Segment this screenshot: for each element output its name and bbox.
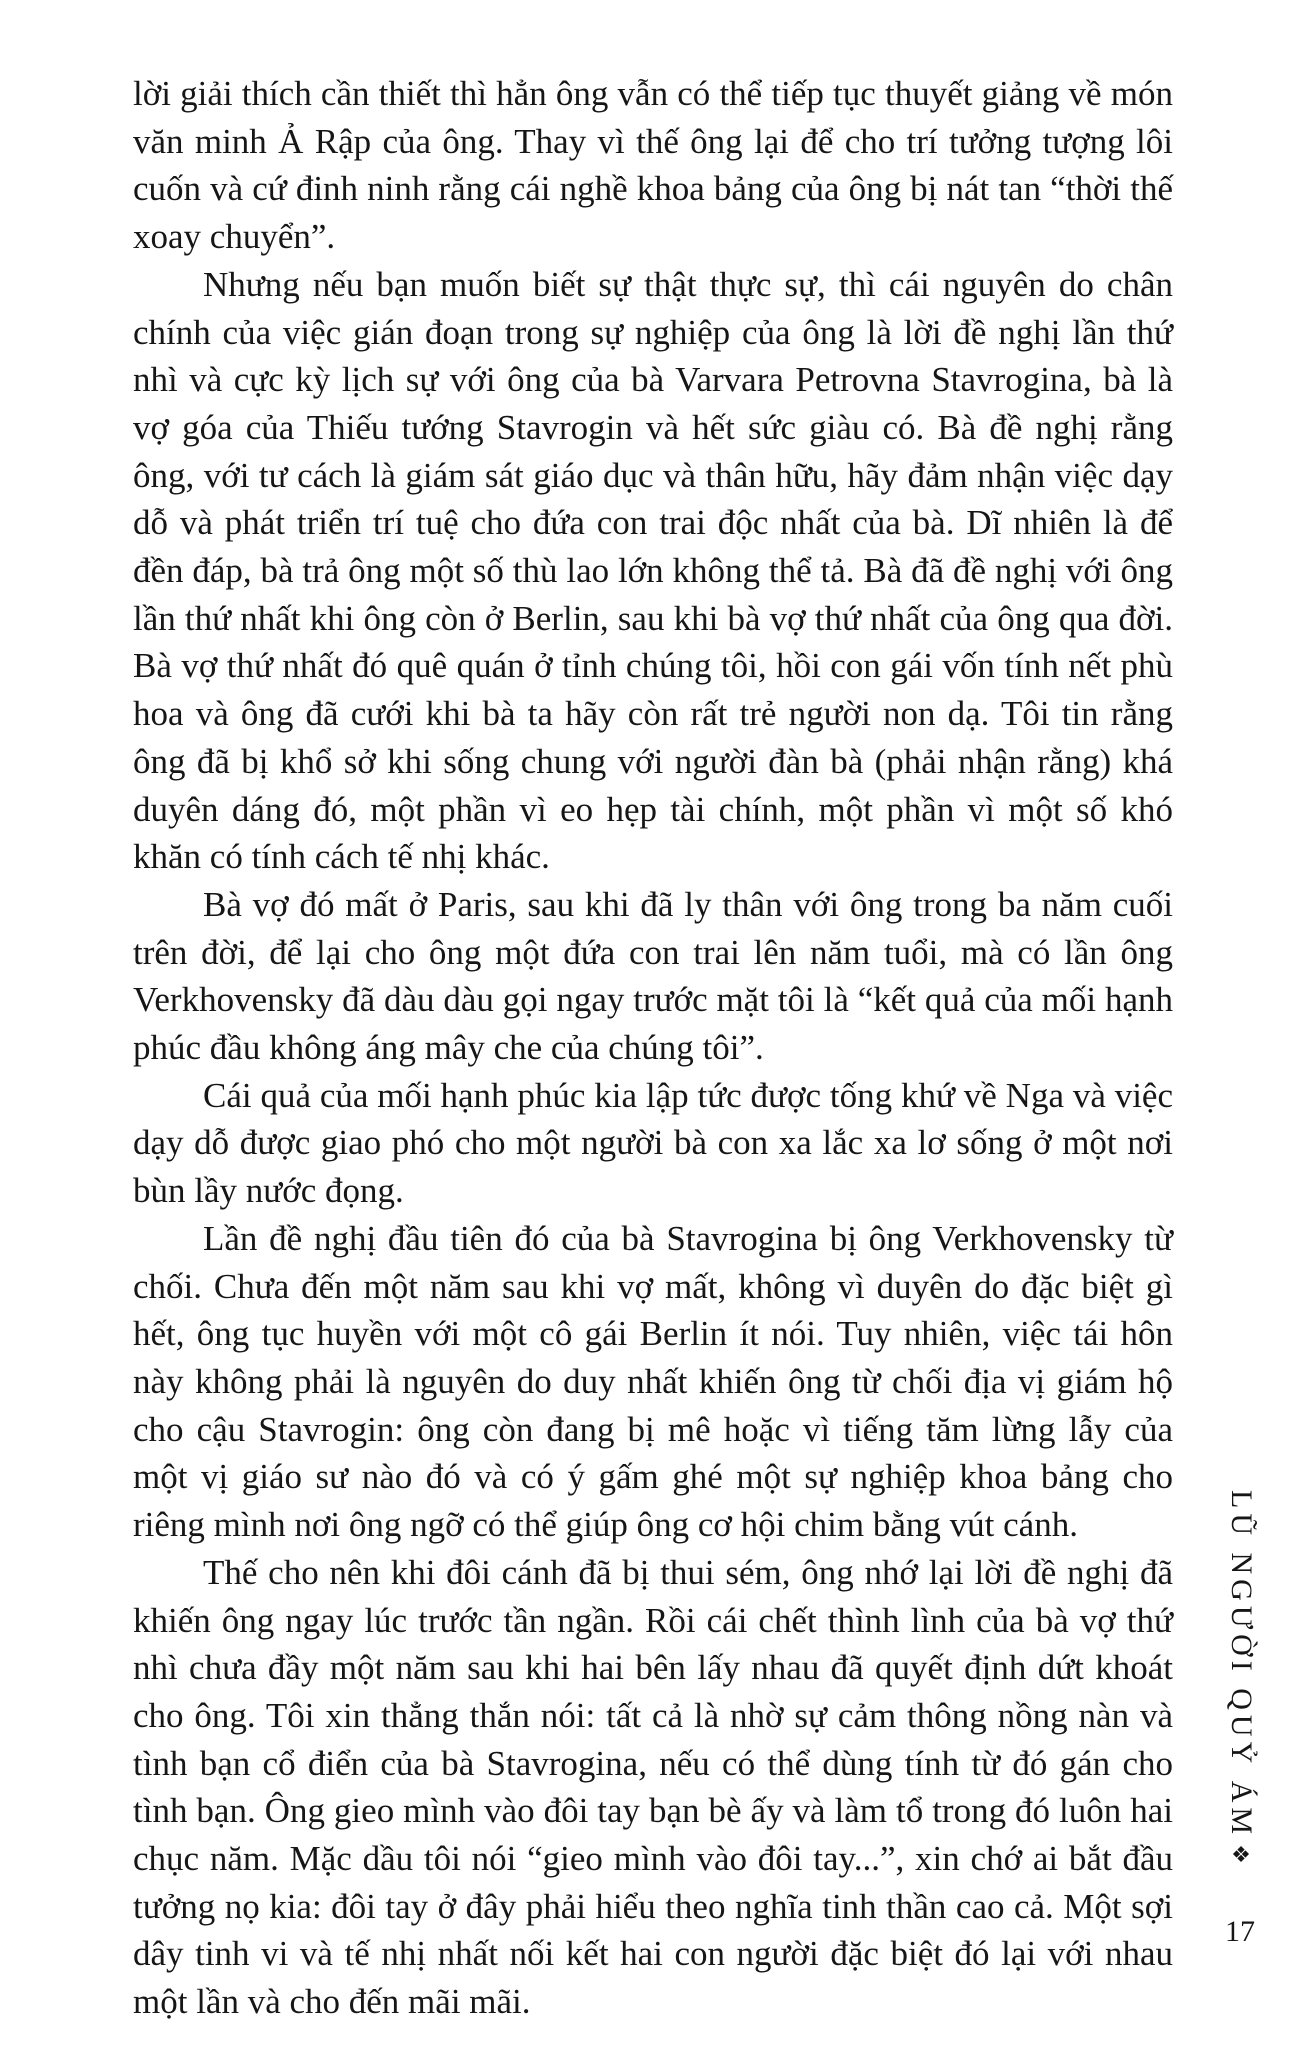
body-text	[133, 70, 1173, 2026]
paragraph-3: Bà vợ đó mất ở Paris, sau khi đã ly thân với ông trong ba năm cuối trên đời, để lại cho ông một đứa con trai lên năm tuổi, mà có lần ông Verkhovensky đã dàu dàu gọi ngay trước mặt tôi là “kết quả của mối hạnh phúc đầu không áng mây che của chúng tôi”.	[133, 884, 1173, 1068]
paragraph-1: lời giải thích cần thiết thì hẳn ông vẫn có thể tiếp tục thuyết giảng về món văn minh Ả Rập của ông. Thay vì thế ông lại để cho trí tưởng tượng lôi cuốn và cứ đinh ninh rằng cái nghề khoa bảng của ông bị nát tan “thời thế xoay chuyển”.	[133, 74, 1173, 257]
page-number: 17	[1225, 1915, 1255, 1948]
running-title	[1224, 1490, 1258, 1840]
paragraph-6: Thế cho nên khi đôi cánh đã bị thui sém, ông nhớ lại lời đề nghị đã khiến ông ngay lúc trước tần ngần. Rồi cái chết thình lình của bà vợ thứ nhì chưa đầy một năm sau khi hai bên lấy nhau đã quyết định dứt khoát cho ông. Tôi xin thẳng thắn nói: tất cả là nhờ sự cảm thông nồng nàn và tình bạn cổ điển của bà Stavrogina, nếu có thể dùng tính từ đó gán cho tình bạn. Ông gieo mình vào đôi tay bạn bè ấy và làm tổ trong đó luôn hai chục năm. Mặc dầu tôi nói “gieo mình vào đôi tay...”, xin chớ ai bắt đầu tưởng nọ kia: đôi tay ở đây phải hiểu theo nghĩa tinh thần cao cả. Một sợi dây tinh vi và tế nhị nhất nối kết hai con người đặc biệt đó lại với nhau một lần và cho đến mãi mãi.	[133, 1552, 1173, 2022]
paragraph-2: Nhưng nếu bạn muốn biết sự thật thực sự, thì cái nguyên do chân chính của việc gián đoạn trong sự nghiệp của ông là lời đề nghị lần thứ nhì và cực kỳ lịch sự với ông của bà Varvara Petrovna Stavrogina, bà là vợ góa của Thiếu tướng Stavrogin và hết sức giàu có. Bà đề nghị rằng ông, với tư cách là giám sát giáo dục và thân hữu, hãy đảm nhận việc dạy dỗ và phát triển trí tuệ cho đứa con trai độc nhất của bà. Dĩ nhiên là để đền đáp, bà trả ông một số thù lao lớn không thể tả. Bà đã đề nghị với ông lần thứ nhất khi ông còn ở Berlin, sau khi bà vợ thứ nhất của ông qua đời. Bà vợ thứ nhất đó quê quán ở tỉnh chúng tôi, hồi con gái vốn tính nết phù hoa và ông đã cưới khi bà ta hãy còn rất trẻ người non dạ. Tôi tin rằng ông đã bị khổ sở khi sống chung với người đàn bà (phải nhận rằng) khá duyên dáng đó, một phần vì eo hẹp tài chính, một phần vì một số khó khăn có tính cách tế nhị khác.	[133, 264, 1173, 877]
paragraph-4: Cái quả của mối hạnh phúc kia lập tức được tống khứ về Nga và việc dạy dỗ được giao phó cho một người bà con xa lắc xa lơ sống ở một nơi bùn lầy nước đọng.	[133, 1075, 1173, 1211]
paragraph-5: Lần đề nghị đầu tiên đó của bà Stavrogina bị ông Verkhovensky từ chối. Chưa đến một năm sau khi vợ mất, không vì duyên do đặc biệt gì hết, ông tục huyền với một cô gái Berlin ít nói. Tuy nhiên, việc tái hôn này không phải là nguyên do duy nhất khiến ông từ chối địa vị giám hộ cho cậu Stavrogin: ông còn đang bị mê hoặc vì tiếng tăm lừng lẫy của một vị giáo sư nào đó và có ý gấm ghé một sự nghiệp khoa bảng cho riêng mình nơi ông ngỡ có thể giúp ông cơ hội chim bằng vút cánh.	[133, 1218, 1173, 1545]
ornament-icon: ❖	[1231, 1842, 1251, 1867]
running-title-text: LŨ NGƯỜI QUỶ ÁM	[1225, 1490, 1258, 1840]
